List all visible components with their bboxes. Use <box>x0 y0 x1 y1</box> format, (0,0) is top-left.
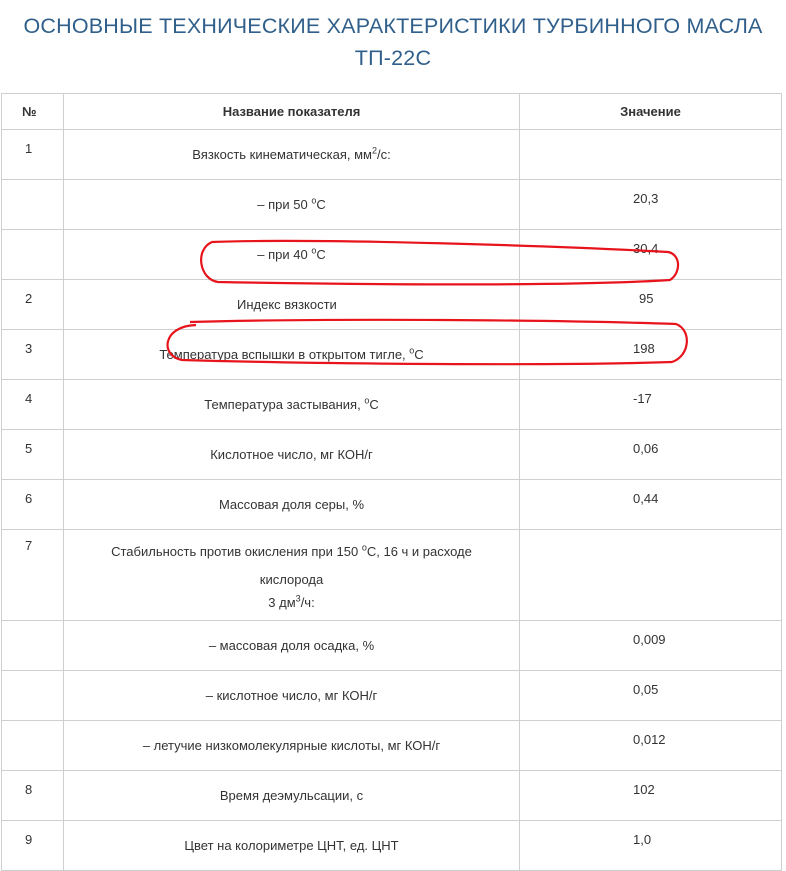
page-title-line-1: ОСНОВНЫЕ ТЕХНИЧЕСКИЕ ХАРАКТЕРИСТИКИ ТУРБИННОГО МАСЛА <box>23 14 763 38</box>
table-row <box>2 380 782 430</box>
row-number: 3 <box>2 330 64 380</box>
row-parameter-name: – массовая доля осадка, % <box>64 621 520 671</box>
row-number: 8 <box>2 771 64 821</box>
row-value: 0,05 <box>520 671 782 721</box>
row-parameter-name: Кислотное число, мг КОН/г <box>64 430 520 480</box>
row-parameter-name: Время деэмульсации, с <box>64 771 520 821</box>
row-parameter-name: Вязкость кинематическая, $мм^2/с$: <box>64 130 520 180</box>
row-number <box>2 180 64 230</box>
row-number <box>2 230 64 280</box>
row-number <box>2 721 64 771</box>
row-value: 198 <box>520 330 782 380</box>
table-row <box>2 821 782 871</box>
row-value: 20,3 <box>520 180 782 230</box>
row-parameter-name: Цвет на колориметре ЦНТ, ед. ЦНТ <box>64 821 520 871</box>
row-value: 1,0 <box>520 821 782 871</box>
row-parameter-name: – при 50 $^о$С <box>64 180 520 230</box>
row-parameter-name: – летучие низкомолекулярные кислоты, мг КОН/г <box>64 721 520 771</box>
page-title <box>0 10 786 74</box>
row-parameter-name: Индекс вязкости <box>64 280 520 330</box>
row-value: 0,009 <box>520 621 782 671</box>
table-row <box>2 721 782 771</box>
row-parameter-name: Температура вспышки в открытом тигле, $^о$С <box>64 330 520 380</box>
row-number <box>2 621 64 671</box>
row-value: 0,44 <box>520 480 782 530</box>
header-parameter-name: Название показателя <box>64 94 520 130</box>
table-row <box>2 480 782 530</box>
specifications-table <box>1 93 782 871</box>
table-header-row <box>2 94 782 130</box>
row-value: -17 <box>520 380 782 430</box>
row-parameter-name: Стабильность против окисления при 150 $^о$С, 16 ч и расходе кислорода 3 $дм^3/ч$: <box>64 530 520 621</box>
row-parameter-name: – кислотное число, мг КОН/г <box>64 671 520 721</box>
table-row <box>2 530 782 621</box>
table-row <box>2 771 782 821</box>
row-number: 6 <box>2 480 64 530</box>
row-parameter-name: Температура застывания, $^о$С <box>64 380 520 430</box>
table-row <box>2 330 782 380</box>
row-number: 5 <box>2 430 64 480</box>
row-value <box>520 130 782 180</box>
row-number: 2 <box>2 280 64 330</box>
row-number: 7 <box>2 530 64 621</box>
row-value: 30,4 <box>520 230 782 280</box>
header-number: № <box>2 94 64 130</box>
table-row <box>2 430 782 480</box>
row-number <box>2 671 64 721</box>
row-value: 0,012 <box>520 721 782 771</box>
row-number: 9 <box>2 821 64 871</box>
row-number: 4 <box>2 380 64 430</box>
table-row <box>2 280 782 330</box>
table-row <box>2 180 782 230</box>
header-value: Значение <box>520 94 782 130</box>
table-row <box>2 130 782 180</box>
table-row <box>2 671 782 721</box>
row-parameter-name: Массовая доля серы, % <box>64 480 520 530</box>
row-value: 95 <box>520 280 782 330</box>
page-title-line-2: ТП-22С <box>354 46 432 70</box>
row-value: 102 <box>520 771 782 821</box>
row-value: 0,06 <box>520 430 782 480</box>
row-parameter-name: – при 40 $^о$С <box>64 230 520 280</box>
row-value <box>520 530 782 621</box>
row-number: 1 <box>2 130 64 180</box>
table-row <box>2 621 782 671</box>
table-row <box>2 230 782 280</box>
